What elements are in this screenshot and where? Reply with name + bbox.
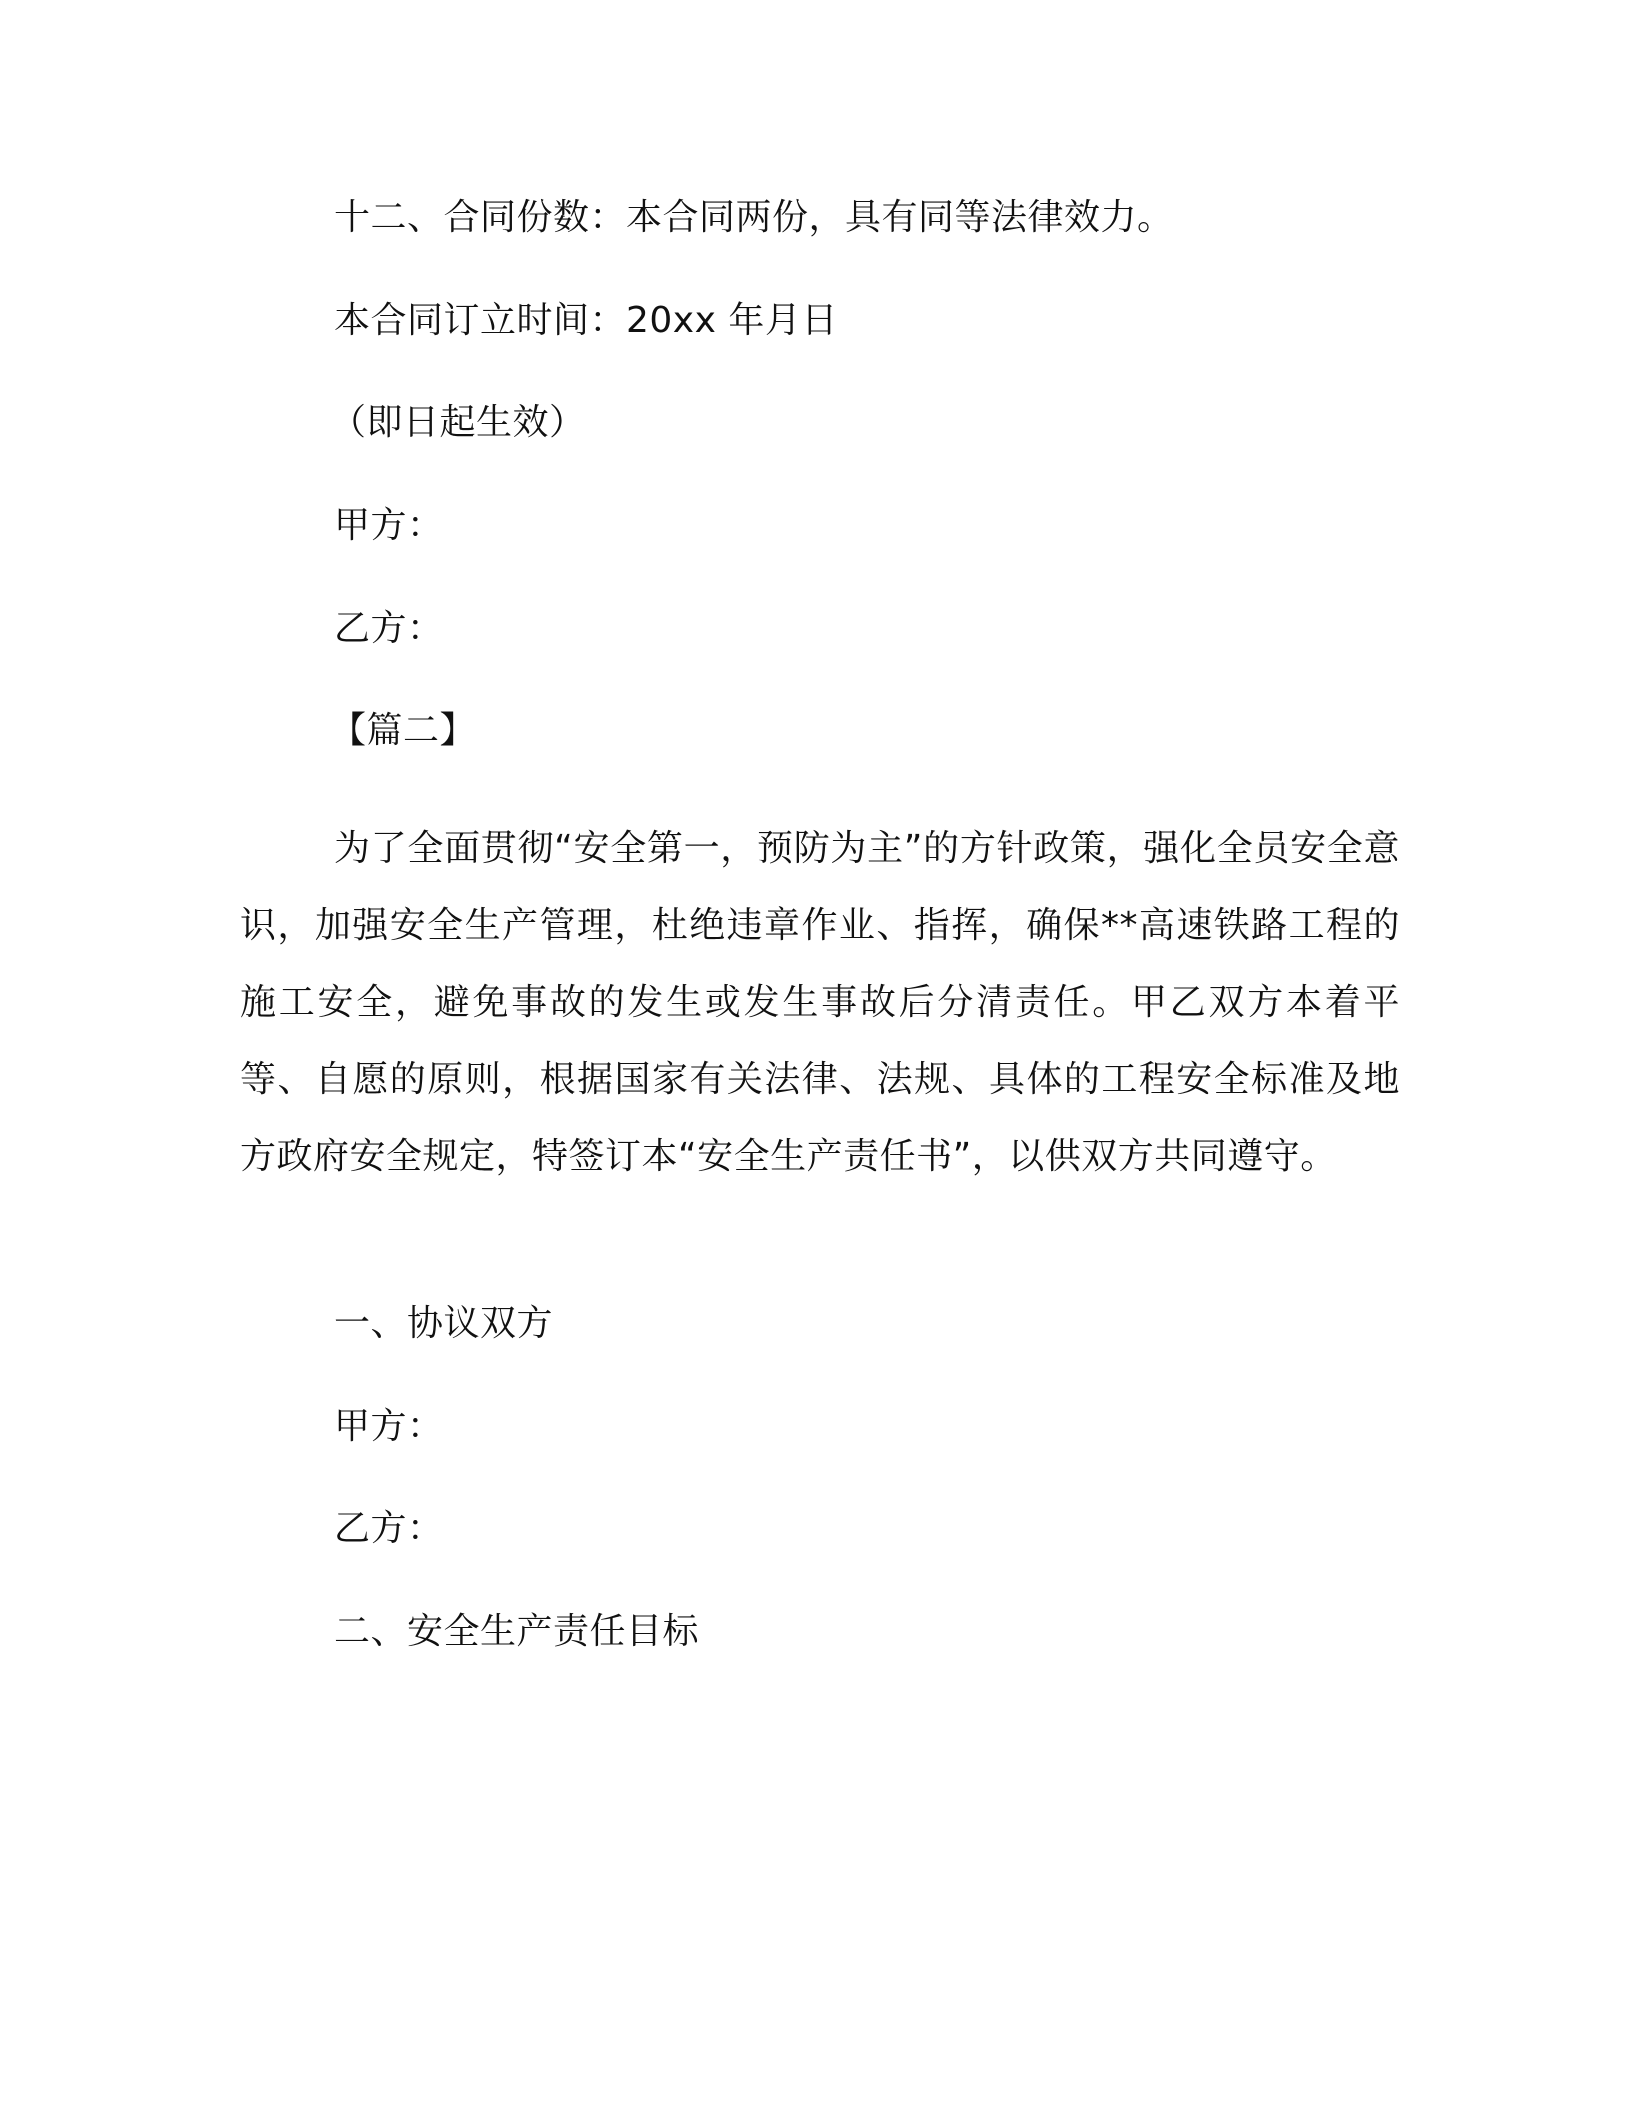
- effective-note: （即日起生效）: [330, 402, 586, 443]
- agreement-party-a: 甲方：: [334, 1406, 444, 1447]
- intro-paragraph: 为了全面贯彻“安全第一，预防为主”的方针政策，强化全员安全意识，加强安全生产管理，杜绝违章作业、指挥，确保**高速铁路工程的施工安全，避免事故的发生或发生事故后分清责任。甲乙双方本着平等、自愿的原则，根据国家有关法律、法规、具体的工程安全标准及地方政府安全规定，特签订本“安全生产责任书”，以供双方共同遵守。: [240, 828, 1400, 1177]
- section-heading: 【篇二】: [330, 710, 477, 751]
- agreement-parties-title: 一、协议双方: [334, 1303, 554, 1344]
- party-a-label: 甲方：: [334, 505, 444, 546]
- clause-copies: 十二、合同份数：本合同两份，具有同等法律效力。: [334, 197, 1174, 238]
- safety-target-title: 二、安全生产责任目标: [334, 1611, 700, 1652]
- signing-date: 本合同订立时间：20xx 年月日: [334, 300, 838, 341]
- party-b-label: 乙方：: [334, 608, 444, 649]
- agreement-party-b: 乙方：: [334, 1508, 444, 1549]
